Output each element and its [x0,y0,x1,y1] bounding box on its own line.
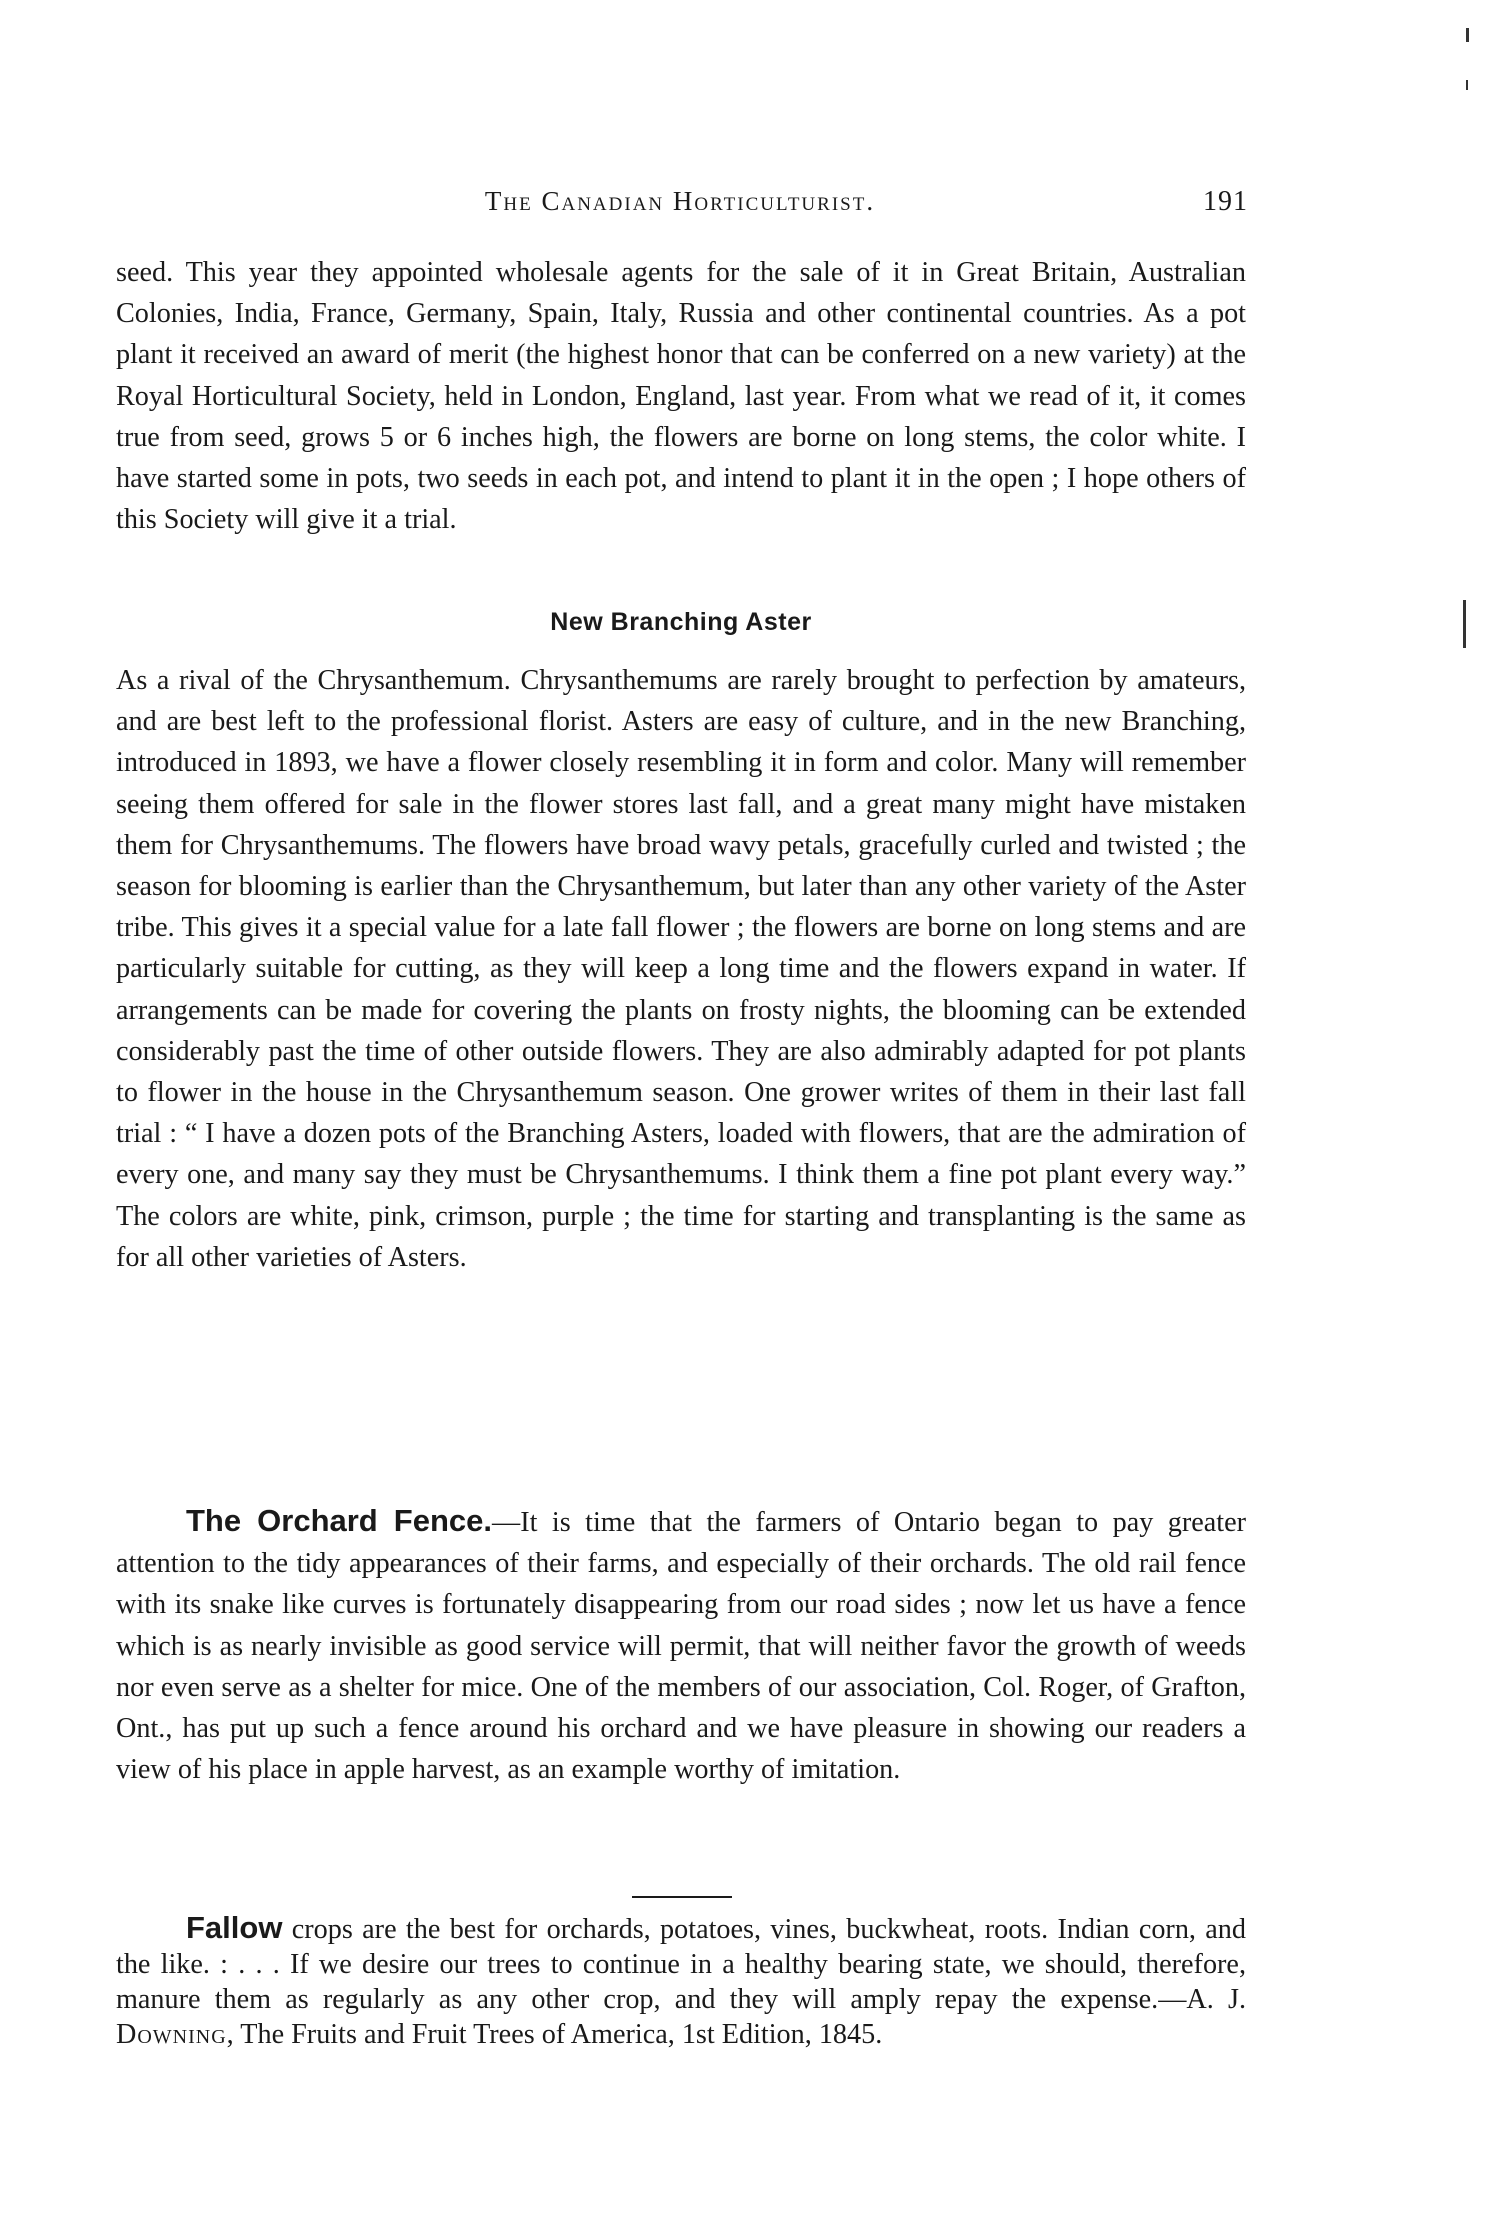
fallow-runin-heading: Fallow [186,1910,283,1945]
fallow-text-before: crops are the best for orchards, potatoes, vines, buckwheat, roots. Indian corn, and the like. : . . . If we desire our trees to continue in a healthy bearing state, we should, therefore, manure them as regularly as any other crop, and they will amply repay the expense.—A. J. [116,1914,1246,2015]
seed-paragraph-text: seed. This year they appointed wholesale agents for the sale of it in Great Britain, Australian Colonies, India, France, Germany, Spain, Italy, Russia and other continental countries. As a pot plant it received an award of merit (the highest honor that can be conferred on a new variety) at the Royal Horticultural Society, held in London, England, last year. From what we read of it, it comes true from seed, grows 5 or 6 inches high, the flowers are borne on long stems, the color white. I have started some in pots, two seeds in each pot, and intend to plant it in the open ; I hope others of this Society will give it a trial. [116,257,1246,536]
orchard-fence-paragraph [116,1500,1246,1790]
orchard-fence-text: —It is time that the farmers of Ontario began to pay greater attention to the tidy appearances of their farms, and especially of their orchards. The old rail fence with its snake like curves is fortunately disappearing from our road sides ; now let us have a fence which is as nearly invisible as good service will permit, that will neither favor the growth of weeds nor even serve as a shelter for mice. One of the members of our association, Col. Roger, of Grafton, Ont., has put up such a fence around his orchard and we have pleasure in showing our readers a view of his place in apple harvest, as an example worthy of imitation. [116,1507,1247,1786]
page-number: 191 [1203,186,1248,217]
scan-edge-mark [1463,600,1466,648]
running-header [112,186,1248,226]
fallow-text-after: , The Fruits and Fruit Trees of America, 1st Edition, 1845. [226,2019,883,2050]
section-divider [632,1896,732,1898]
fallow-quote-paragraph [116,1910,1246,2052]
aster-paragraph-text: As a rival of the Chrysanthemum. Chrysanthemums are rarely brought to perfection by amateurs, and are best left to the professional florist. Asters are easy of culture, and in the new Branching, introduced in 1893, we have a flower closely resembling it in form and color. Many will remember seeing them offered for sale in the flower stores last fall, and a great many might have mistaken them for Chrysanthemums. The flowers have broad wavy petals, gracefully curled and twisted ; the season for blooming is earlier than the Chrysanthemum, but later than any other variety of the Aster tribe. This gives it a special value for a late fall flower ; the flowers are borne on long stems and are particularly suitable for cutting, as they will keep a long time and the flowers expand in water. If arrangements can be made for covering the plants on frosty nights, the blooming can be extended considerably past the time of other outside flowers. They are also admirably adapted for pot plants to flower in the house in the Chrysanthemum season. One grower writes of them in their last fall trial : “ I have a dozen pots of the Branching Asters, loaded with flowers, that are the admiration of every one, and many say they must be Chrysanthemums. I think them a fine pot plant every way.” The colors are white, pink, crimson, purple ; the time for starting and transplanting is the same as for all other varieties of Asters. [116,665,1246,1273]
fallow-author: Downing [116,2019,227,2050]
aster-paragraph [116,660,1246,1278]
scan-edge-mark [1466,28,1469,42]
running-title: The Canadian Horticulturist. [484,186,876,216]
seed-paragraph [116,252,1246,540]
section-heading-aster: New Branching Aster [550,608,812,636]
orchard-fence-runin-heading: The Orchard Fence. [186,1503,492,1538]
scan-edge-mark [1466,80,1468,90]
